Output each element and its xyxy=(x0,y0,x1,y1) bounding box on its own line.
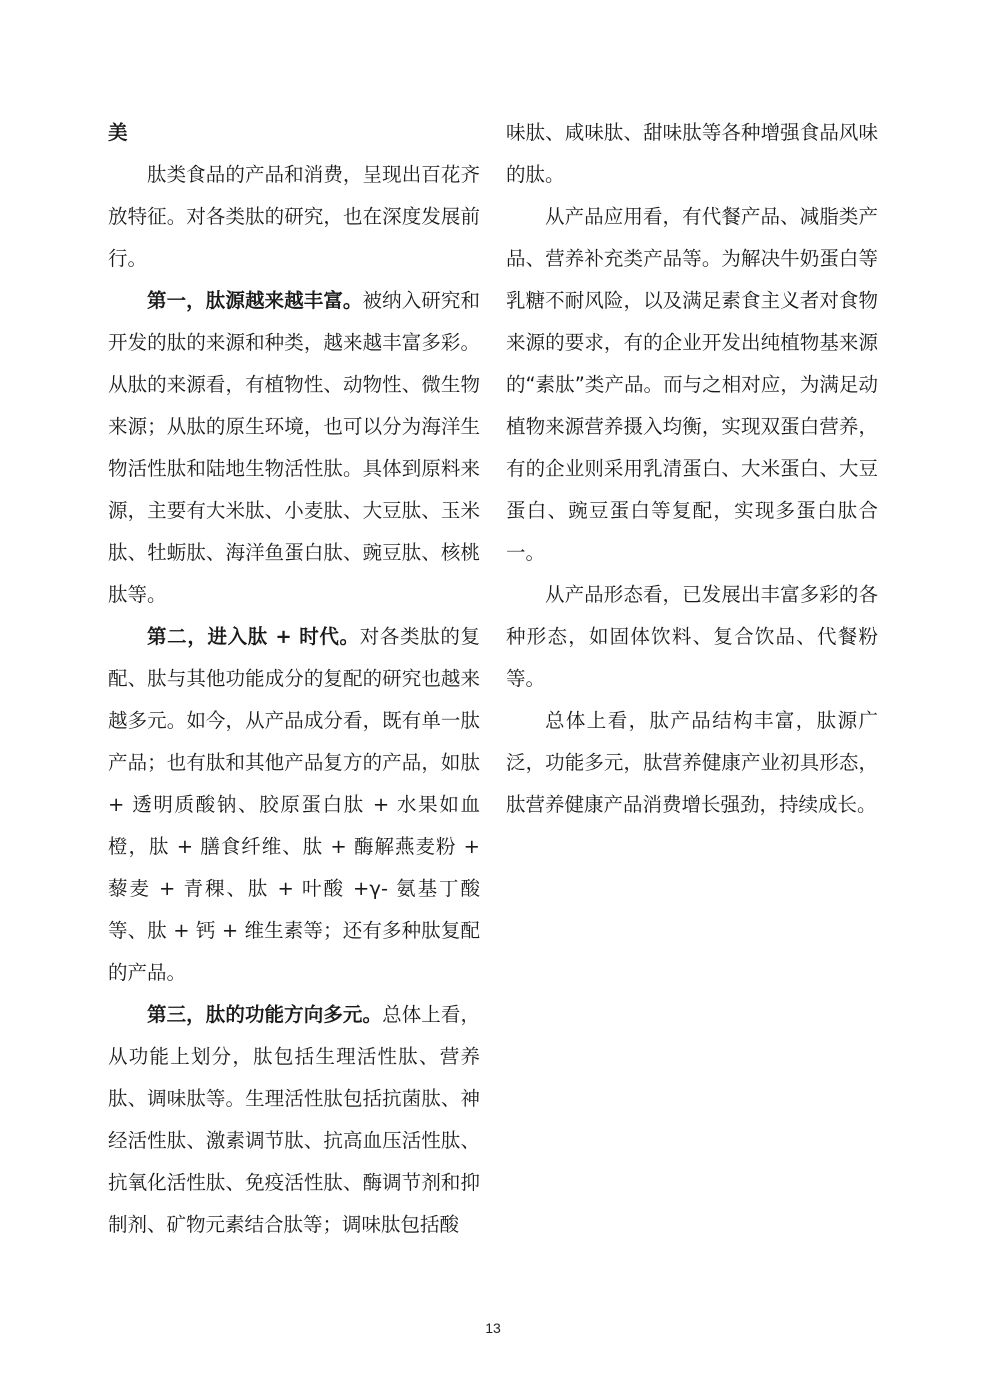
point-three-body: 总体上看，从功能上划分，肽包括生理活性肽、营养肽、调味肽等。生理活性肽包括抗菌肽、神经活性肽、激素调节肽、抗高血压活性肽、抗氧化活性肽、免疫活性肽、酶调节剂和抑制剂、矿物元素结合肽等；调味肽包括酸 xyxy=(108,1003,480,1236)
point-three-heading: 第三，肽的功能方向多元。 xyxy=(147,1003,383,1026)
point-two-body: 对各类肽的复配、肽与其他功能成分的复配的研究也越来越多元。如今，从产品成分看，既有单一肽产品；也有肽和其他产品复方的产品，如肽 + 透明质酸钠、胶原蛋白肽 + 水果如血橙，肽 + 膳食纤维、肽 + 酶解燕麦粉 + 藜麦 + 青稞、肽 + 叶酸 +γ- 氨基丁酸等、肽 + 钙 + 维生素等；还有多种肽复配的产品。 xyxy=(108,625,480,984)
continued-fragment-text: 美 xyxy=(108,121,128,144)
continued-fragment xyxy=(108,112,480,154)
point-one-heading: 第一，肽源越来越丰富。 xyxy=(147,289,363,312)
form-paragraph: 从产品形态看，已发展出丰富多彩的各种形态，如固体饮料、复合饮品、代餐粉等。 xyxy=(506,583,878,690)
left-column xyxy=(108,112,480,1246)
point-one-paragraph xyxy=(108,280,480,616)
summary-paragraph: 总体上看，肽产品结构丰富，肽源广泛，功能多元，肽营养健康产业初具形态，肽营养健康产品消费增长强劲，持续成长。 xyxy=(506,709,878,816)
point-three-paragraph xyxy=(108,994,480,1246)
point-two-paragraph xyxy=(108,616,480,994)
right-column xyxy=(506,112,878,826)
point-two-heading: 第二，进入肽 + 时代。 xyxy=(147,625,360,648)
page-number: 13 xyxy=(485,1320,501,1336)
continued-paragraph: 味肽、咸味肽、甜味肽等各种增强食品风味的肽。 xyxy=(506,121,878,186)
intro-paragraph: 肽类食品的产品和消费，呈现出百花齐放特征。对各类肽的研究，也在深度发展前行。 xyxy=(108,163,480,270)
application-paragraph: 从产品应用看，有代餐产品、减脂类产品、营养补充类产品等。为解决牛奶蛋白等乳糖不耐风险，以及满足素食主义者对食物来源的要求，有的企业开发出纯植物基来源的“素肽”类产品。而与之相对应，为满足动植物来源营养摄入均衡，实现双蛋白营养，有的企业则采用乳清蛋白、大米蛋白、大豆蛋白、豌豆蛋白等复配，实现多蛋白肽合一。 xyxy=(506,205,878,564)
point-one-body: 被纳入研究和开发的肽的来源和种类，越来越丰富多彩。从肽的来源看，有植物性、动物性、微生物来源；从肽的原生环境，也可以分为海洋生物活性肽和陆地生物活性肽。具体到原料来源，主要有大米肽、小麦肽、大豆肽、玉米肽、牡蛎肽、海洋鱼蛋白肽、豌豆肽、核桃肽等。 xyxy=(108,289,480,606)
